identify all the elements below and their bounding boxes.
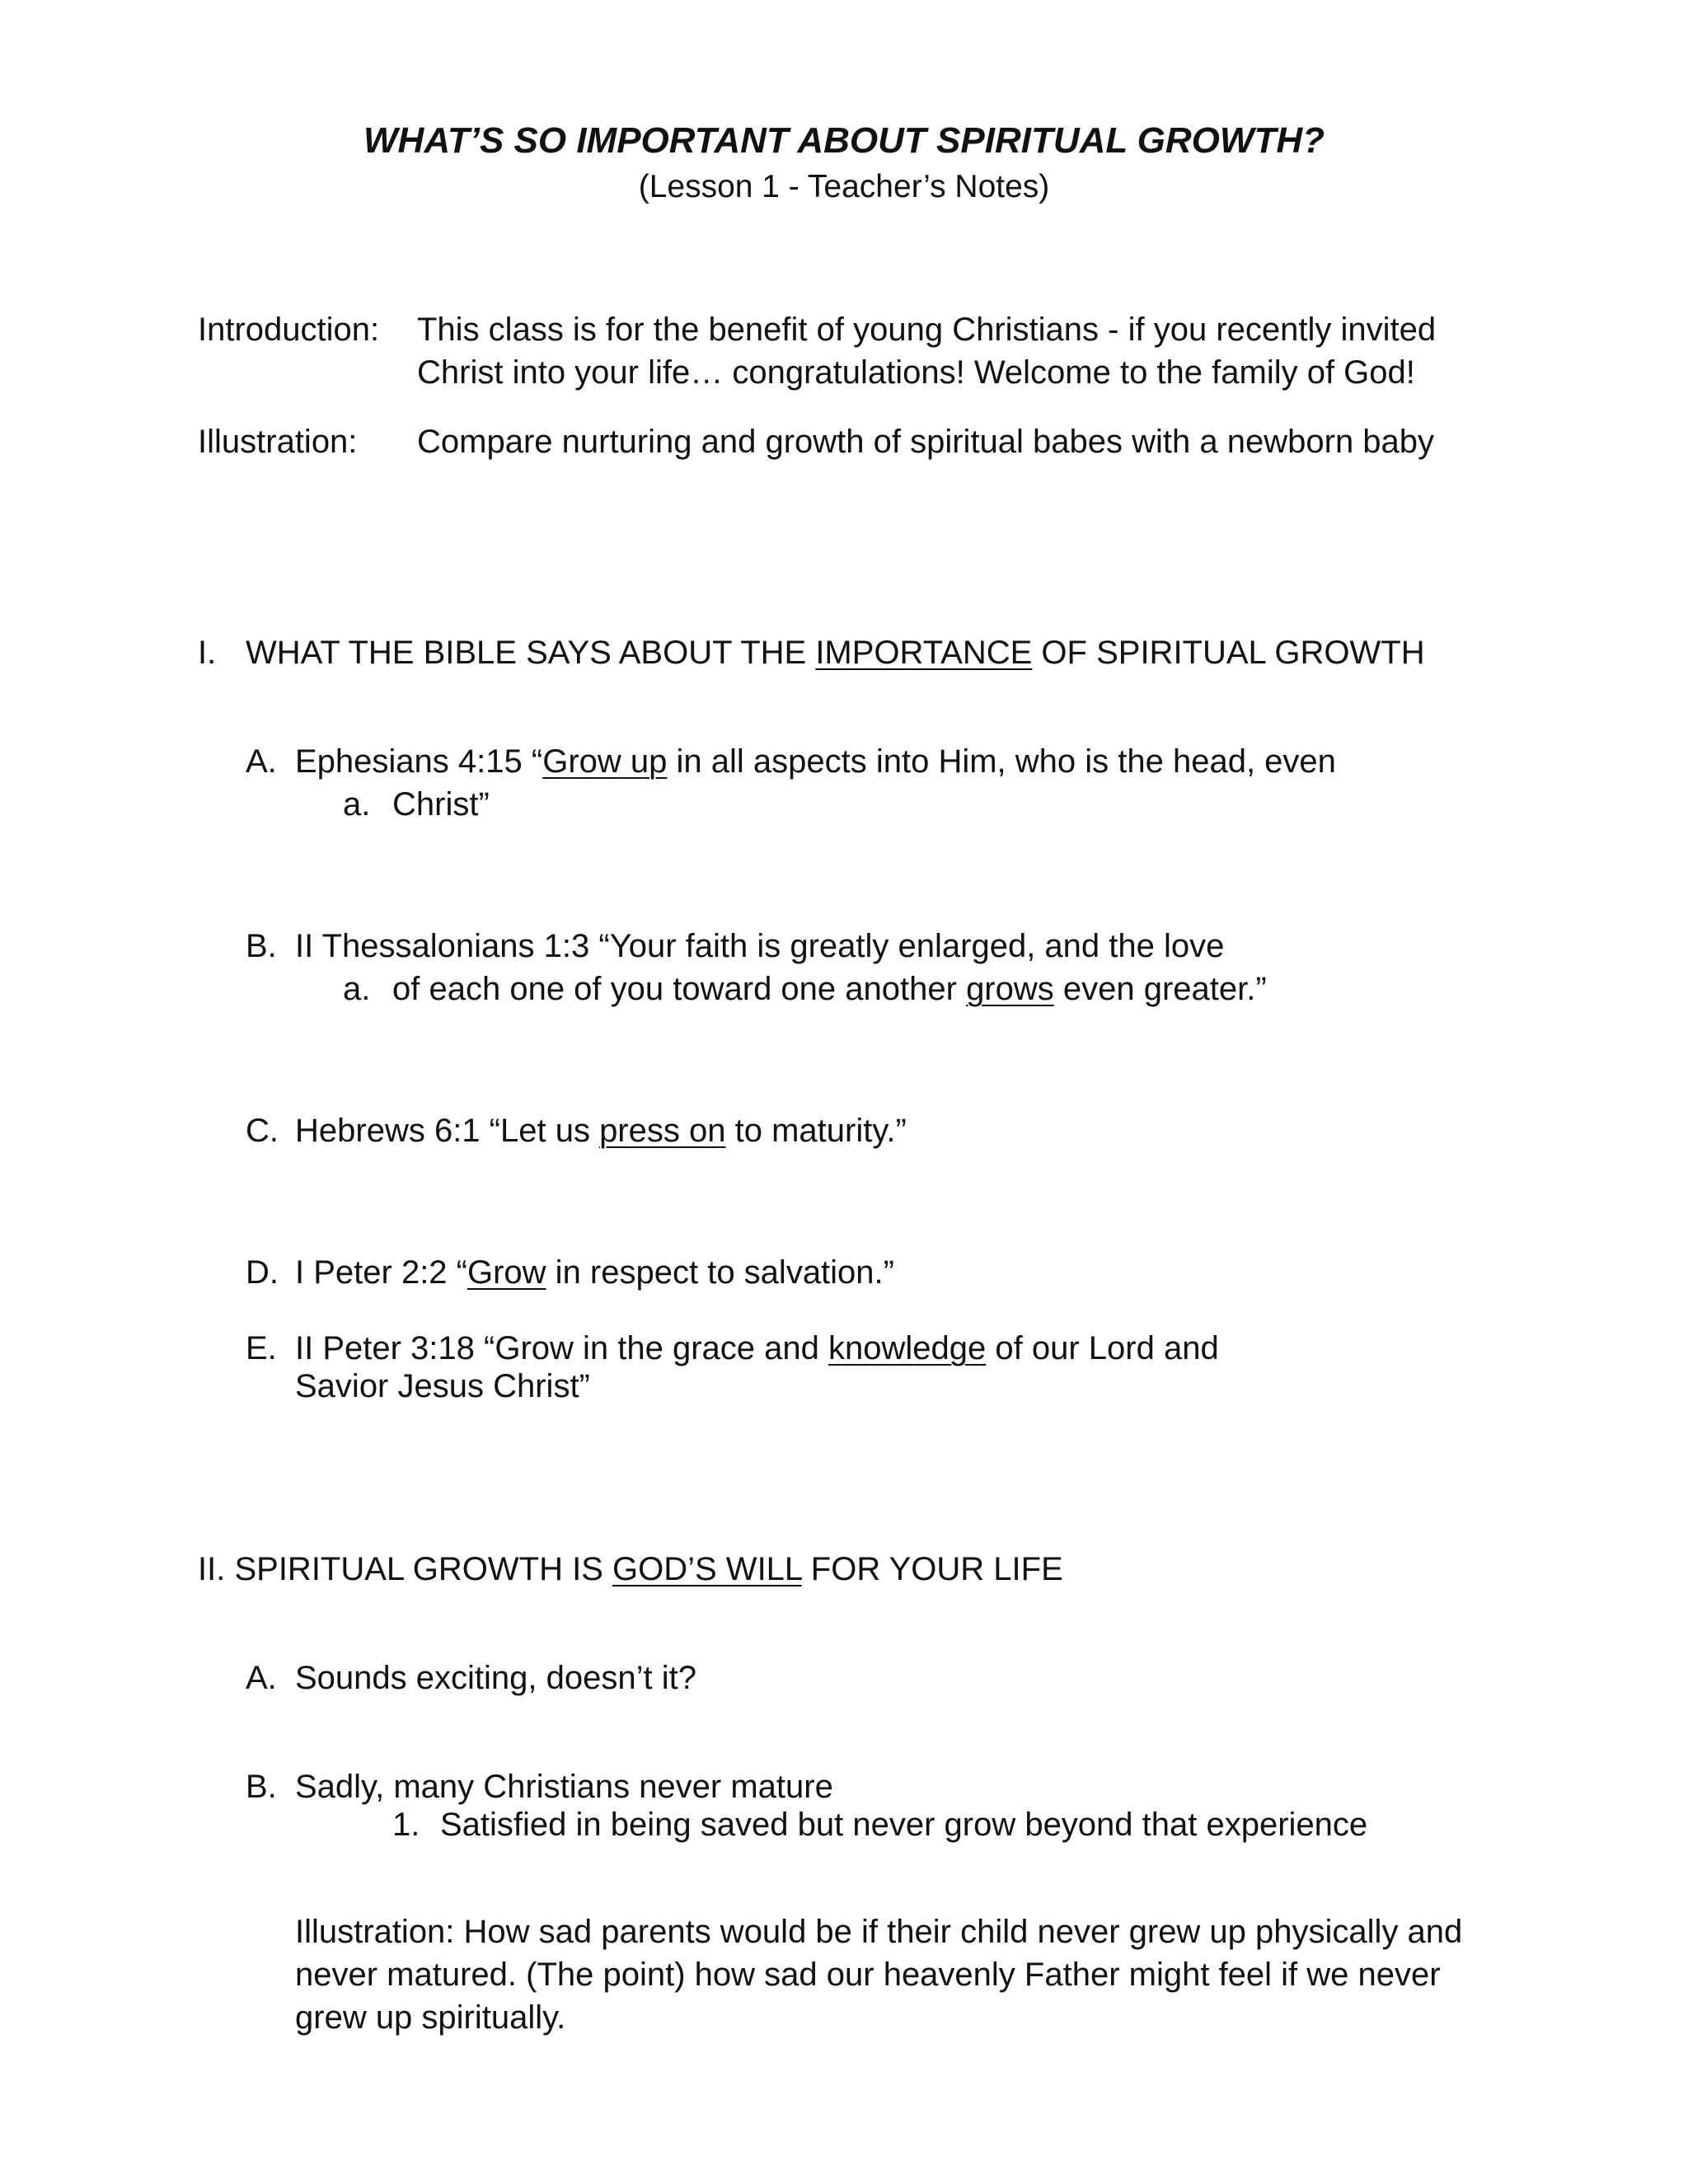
item-1d-marker: D.: [246, 1254, 279, 1291]
item-2b-sub-marker: 1.: [392, 1807, 420, 1843]
item-1c-pre: Hebrews 6:1 “Let us: [295, 1113, 600, 1149]
item-1e-line2: Savior Jesus Christ”: [295, 1368, 590, 1404]
section-1-heading: [246, 631, 1425, 674]
page-title: WHAT’S SO IMPORTANT ABOUT SPIRITUAL GROWTH?: [363, 120, 1325, 161]
item-1a-pre: Ephesians 4:15 “: [295, 743, 543, 780]
page-subtitle: (Lesson 1 - Teacher’s Notes): [638, 169, 1050, 204]
item-1a-text: [295, 740, 1336, 783]
item-1e-underlined: knowledge: [828, 1330, 987, 1366]
section-1-heading-post: OF SPIRITUAL GROWTH: [1032, 635, 1425, 671]
item-1c-post: to maturity.”: [725, 1113, 907, 1149]
illustration-paragraph-line1: Illustration: How sad parents would be if their child never grew up physically and: [295, 1914, 1463, 1950]
item-1a-underlined: Grow up: [542, 743, 668, 780]
section-1-heading-pre: WHAT THE BIBLE SAYS ABOUT THE: [246, 635, 816, 671]
item-1b-sub-marker: a.: [343, 971, 371, 1007]
item-1d-underlined: Grow: [467, 1254, 546, 1291]
item-1e-post: of our Lord and: [986, 1330, 1219, 1366]
section-2-heading-post: FOR YOUR LIFE: [801, 1551, 1063, 1587]
item-1a-post: in all aspects into Him, who is the head, even: [667, 743, 1336, 780]
illustration-paragraph-line3: grew up spiritually.: [295, 1999, 566, 2036]
item-1a-sub-text: Christ”: [392, 786, 490, 823]
item-1a-sub-marker: a.: [343, 786, 371, 823]
section-2-heading-underlined: GOD’S WILL: [612, 1551, 802, 1587]
item-1a-marker: A.: [246, 743, 277, 780]
item-1e-text: [295, 1327, 1219, 1370]
item-1d-pre: I Peter 2:2 “: [295, 1254, 467, 1291]
item-1c-underlined: press on: [599, 1113, 726, 1149]
section-1-heading-underlined: IMPORTANCE: [815, 635, 1033, 671]
item-1c-marker: C.: [246, 1113, 279, 1149]
item-2b-sub-text: Satisfied in being saved but never grow beyond that experience: [440, 1807, 1368, 1843]
item-1d-post: in respect to salvation.”: [546, 1254, 894, 1291]
illustration-text: Compare nurturing and growth of spiritual babes with a newborn baby: [417, 424, 1435, 460]
section-2-heading: [198, 1548, 1063, 1591]
item-1b-text: II Thessalonians 1:3 “Your faith is greatly enlarged, and the love: [295, 928, 1225, 964]
item-2b-text: Sadly, many Christians never mature: [295, 1769, 833, 1805]
intro-text-line1: This class is for the benefit of young Christians - if you recently invited: [417, 312, 1437, 348]
item-1b-sub-underlined: grows: [966, 971, 1054, 1007]
item-1b-sub-post: even greater.”: [1053, 971, 1267, 1007]
item-1b-sub-text: [392, 968, 1267, 1010]
item-1b-marker: B.: [246, 928, 277, 964]
item-1d-text: [295, 1251, 894, 1294]
item-2a-marker: A.: [246, 1660, 277, 1696]
item-2b-marker: B.: [246, 1769, 277, 1805]
intro-text-line2: Christ into your life… congratulations! Welcome to the family of God!: [417, 354, 1415, 391]
item-2a-text: Sounds exciting, doesn’t it?: [295, 1660, 696, 1696]
intro-label: Introduction:: [198, 312, 380, 348]
illustration-label: Illustration:: [198, 424, 358, 460]
illustration-paragraph-line2: never matured. (The point) how sad our heavenly Father might feel if we never: [295, 1957, 1441, 1993]
item-1e-pre: II Peter 3:18 “Grow in the grace and: [295, 1330, 829, 1366]
section-2-heading-pre: II. SPIRITUAL GROWTH IS: [198, 1551, 613, 1587]
item-1e-marker: E.: [246, 1330, 277, 1366]
section-1-numeral: I.: [198, 635, 217, 671]
item-1b-sub-pre: of each one of you toward one another: [392, 971, 967, 1007]
item-1c-text: [295, 1109, 907, 1152]
